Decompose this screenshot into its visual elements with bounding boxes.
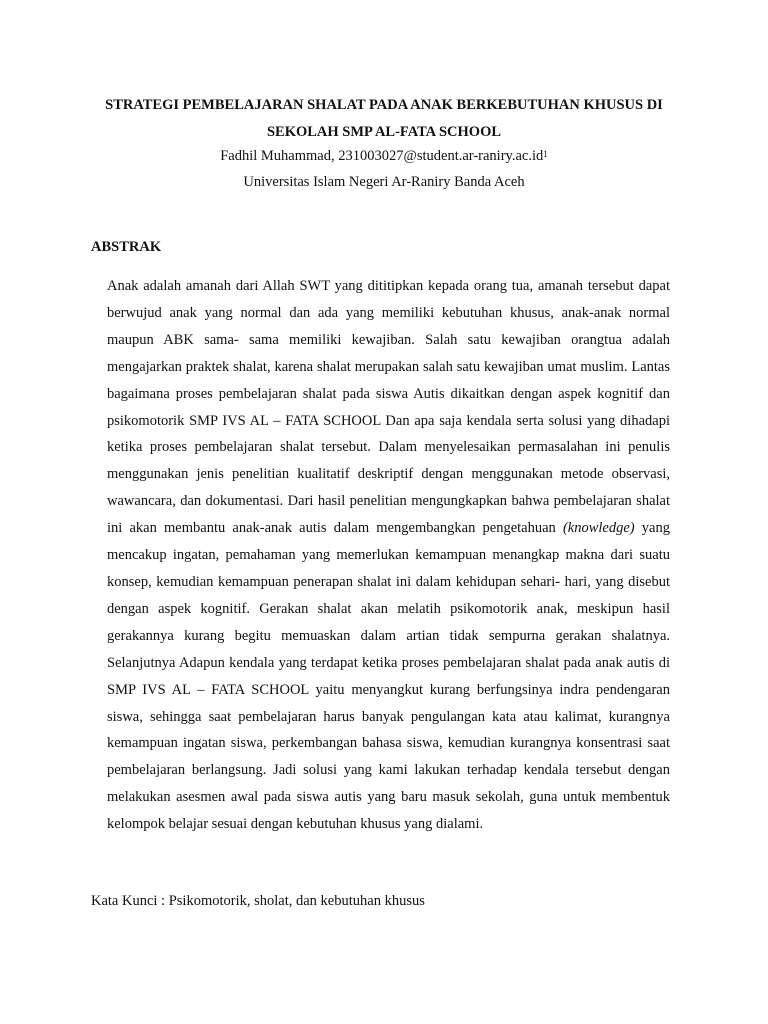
abstract-heading: ABSTRAK xyxy=(91,239,162,255)
abstract-body xyxy=(107,273,670,838)
abstract-italic-term: (knowledge) xyxy=(562,520,635,537)
paper-title xyxy=(60,92,708,146)
author-name-email: Fadhil Muhammad, 231003027@student.ar-raniry.ac.id xyxy=(220,148,544,164)
keywords-line: Kata Kunci : Psikomotorik, sholat, dan kebutuhan khusus xyxy=(91,893,425,909)
paper-title-line-2: SEKOLAH SMP AL-FATA SCHOOL xyxy=(266,124,502,140)
abstract-text-part-1: Anak adalah amanah dari Allah SWT yang dititipkan kepada orang tua, amanah tersebut dapat berwujud anak yang normal dan ada yang memiliki kebutuhan khusus, anak-anak normal maupun ABK sama- sama memiliki kewajiban. Salah satu kewajiban orangtua adalah mengajarkan praktek shalat, karena shalat merupakan salah satu kewajiban umat muslim. Lantas bagaimana proses pembelajaran shalat pada siswa Autis dikaitkan dengan aspek kognitif dan psikomotorik SMP IVS AL – FATA SCHOOL Dan apa saja kendala serta solusi yang dihadapi ketika proses pembelajaran shalat tersebut. Dalam menyelesaikan permasalahan ini penulis menggunakan jenis penelitian kualitatif deskriptif dengan menggunakan metode observasi, wawancara, dan dokumentasi. Dari hasil penelitian mengungkapkan bahwa pembelajaran shalat ini akan membantu anak-anak autis dalam mengembangkan pengetahuan xyxy=(107,278,670,537)
author-footnote-marker: 1 xyxy=(543,149,548,159)
author-line xyxy=(60,143,708,169)
paper-title-line-1: STRATEGI PEMBELAJARAN SHALAT PADA ANAK BERKEBUTUHAN KHUSUS DI xyxy=(105,97,663,113)
abstract-text-part-2: yang mencakup ingatan, pemahaman yang memerlukan kemampuan menangkap makna dari suatu konsep, kemudian kemampuan penerapan shalat ini dalam kehidupan sehari- hari, yang disebut dengan aspek kognitif. Gerakan shalat akan melatih psikomotorik anak, meskipun hasil gerakannya kurang begitu memuaskan dalam artian tidak sempurna gerakan shalatnya. Selanjutnya Adapun kendala yang terdapat ketika proses pembelajaran shalat pada anak autis di SMP IVS AL – FATA SCHOOL yaitu menyangkut kurang berfungsinya indra pendengaran siswa, sehingga saat pembelajaran harus banyak pengulangan kata atau kalimat, kurangnya kemampuan ingatan siswa, perkembangan bahasa siswa, kemudian kurangnya konsentrasi saat pembelajaran berlangsung. Jadi solusi yang kami lakukan terhadap kendala tersebut dengan melakukan asesmen awal pada siswa autis yang baru masuk sekolah, guna untuk membentuk kelompok belajar sesuai dengan kebutuhan khusus yang dialami. xyxy=(107,520,670,833)
author-affiliation: Universitas Islam Negeri Ar-Raniry Banda Aceh xyxy=(243,174,525,190)
